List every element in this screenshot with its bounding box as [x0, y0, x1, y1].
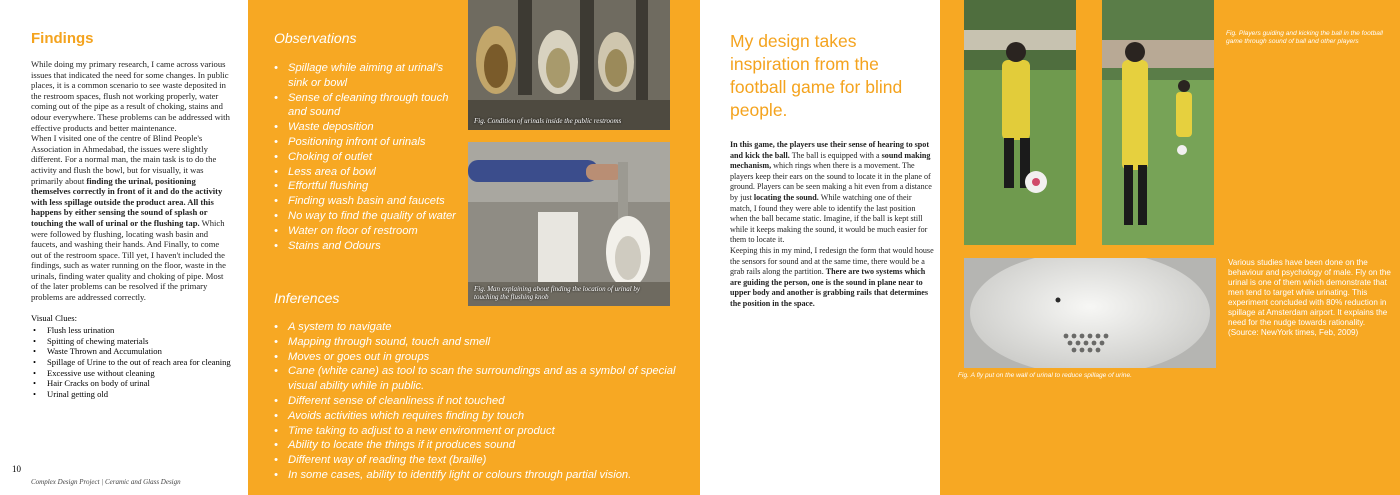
urinal-fly-illustration — [964, 258, 1216, 368]
football-player-illustration — [1102, 0, 1214, 245]
page-footer: Complex Design Project | Ceramic and Glass Design — [31, 478, 181, 486]
flush-knob-photo — [468, 142, 670, 306]
body-text: The ball is equipped with a — [789, 150, 882, 160]
list-item: • Different way of reading the text (braille) — [274, 453, 694, 468]
studies-source: (Source: NewYork times, Feb, 2009) — [1228, 328, 1359, 337]
list-item: • Water on floor of restroom — [274, 224, 464, 239]
studies-paragraph: Various studies have been done on the behaviour and psychology of male. Fly on the urinal is one of them which demonstrate that men tend to target while urinating. This experiment concluded with 80% reduction in spillage at Amsterdam airport. It explains the need for the nudge towards rationality. — [1228, 258, 1391, 327]
list-item: • Mapping through sound, touch and smell — [274, 335, 694, 350]
findings-paragraph-1: While doing my primary research, I came across various issues that indicated the need for some changes. In public places, it is a common scenario to see waste deposited in the restroom spaces, flush not working properly, water coming out of the pipe as a result of choking, stains and odour everywhere. These problems can be addressed with effective products and better maintenance. — [31, 59, 230, 133]
list-item: • Cane (white cane) as tool to scan the surroundings and as a symbol of special visual ability while in public. — [274, 364, 694, 394]
urinals-photo — [468, 0, 670, 130]
body-text: Keeping this in my mind, I redesign the form that would house the sensors for sound and at the same time, there would be a grab rails along the partition. — [730, 245, 934, 277]
list-item: • No way to find the quality of water — [274, 209, 464, 224]
list-item: • Choking of outlet — [274, 150, 464, 165]
list-item: • Spitting of chewing materials — [31, 336, 232, 347]
findings-heading: Findings — [31, 30, 94, 47]
observations-heading: Observations — [274, 30, 357, 46]
studies-text — [1228, 258, 1393, 338]
inferences-list — [274, 320, 694, 483]
page-number: 10 — [12, 464, 21, 474]
list-item: • Waste Thrown and Accumulation — [31, 346, 232, 357]
list-item: • Spillage while aiming at urinal's sink or bowl — [274, 61, 464, 91]
page-observations — [248, 0, 700, 495]
body-text: While watching one of their match, I found they were able to identify the last position when the ball became static. Imagine, if the ball is kept still while it keeps making the sound, it would be much easier for them to locate it. — [730, 192, 928, 245]
page-findings — [0, 0, 248, 495]
list-item: • Spillage of Urine to the out of reach area for cleaning — [31, 357, 232, 368]
observations-list — [274, 61, 464, 253]
inspiration-body — [730, 140, 934, 310]
list-item: • Time taking to adjust to a new environment or product — [274, 424, 694, 439]
list-item: • Positioning infront of urinals — [274, 135, 464, 150]
list-item: • Finding wash basin and faucets — [274, 194, 464, 209]
photo-caption: Fig. Man explaining about finding the location of urinal by touching the flushing knob — [474, 285, 641, 301]
inspiration-paragraph-1 — [730, 140, 934, 246]
visual-clues-list — [31, 325, 232, 399]
inferences-heading: Inferences — [274, 290, 340, 306]
urinal-fly-photo — [964, 258, 1216, 368]
list-item: • Stains and Odours — [274, 239, 464, 254]
list-item: • Urinal getting old — [31, 389, 232, 400]
findings-bold-text: finding the urinal, positioning themselves correctly in front of it and do the activity with less spillage outside the product area. All this happens by either sensing the sound of splash or touching the wall of urinal or the flushing tap. — [31, 175, 223, 228]
flush-knob-illustration — [468, 142, 670, 306]
photo-caption: Fig. Condition of urinals inside the public restrooms — [474, 117, 622, 125]
list-item: • Different sense of cleanliness if not touched — [274, 394, 694, 409]
page-inspiration — [700, 0, 940, 495]
football-player-illustration — [964, 0, 1076, 245]
bold-text: sound making mechanism, — [730, 150, 931, 171]
bold-text: In this game, the players use their sense of hearing to spot and kick the ball. — [730, 140, 930, 160]
inspiration-paragraph-2 — [730, 246, 934, 310]
list-item: • Ability to locate the things if it produces sound — [274, 438, 694, 453]
list-item: • Sense of cleaning through touch and sound — [274, 91, 464, 121]
findings-text: When I visited one of the centre of Blind People's Association in Ahmedabad, the issues were slightly different. For a normal man, the main task is to do the activity and flush the bowl, but for visually, it was primarily about — [31, 133, 217, 186]
urinals-illustration — [468, 0, 670, 130]
list-item: • Moves or goes out in groups — [274, 350, 694, 365]
list-item: • In some cases, ability to identify light or colours through partial vision. — [274, 468, 694, 483]
body-text: which rings when there is a movement. The players keep their ears on the sound to locate it in the plane of ground. Players can be seen making a hit even from a distance by just — [730, 161, 932, 202]
football-player-photo-2 — [1102, 0, 1214, 245]
list-item: • Effortful flushing — [274, 179, 464, 194]
list-item: • Waste deposition — [274, 120, 464, 135]
list-item: • Hair Cracks on body of urinal — [31, 378, 232, 389]
players-caption: Fig. Players guiding and kicking the ball in the football game through sound of ball and other players — [1226, 30, 1383, 45]
list-item: • Flush less urination — [31, 325, 232, 336]
list-item: • Avoids activities which requires finding by touch — [274, 409, 694, 424]
list-item: • Excessive use without cleaning — [31, 368, 232, 379]
visual-clues-title: Visual Clues: — [31, 312, 78, 323]
fly-caption: Fig. A fly put on the wall of urinal to reduce spillage of urine. — [958, 372, 1132, 379]
list-item: • Less area of bowl — [274, 165, 464, 180]
findings-text: Which were followed by flushing, locating wash basin and faucets, and washing their hands. And Finally, to come out of the restroom space. Till yet, I haven't included the findings, such as water running on the floor, waste in the urinals, finding water quality and choking of pipe. Most of the later problems can be resolved if the primary problems are addressed correctly. — [31, 217, 226, 303]
findings-paragraph-2 — [31, 133, 232, 303]
bold-text: locating the sound. — [753, 192, 819, 202]
football-player-photo-1 — [964, 0, 1076, 245]
findings-body — [31, 59, 232, 303]
list-item: • A system to navigate — [274, 320, 694, 335]
bold-text: There are two systems which are guiding the person, one is the sound in plane near to upper body and another is grabbing rails that determines the position in the space. — [730, 267, 929, 308]
inspiration-heading: My design takes inspiration from the football game for blind people. — [730, 31, 903, 120]
